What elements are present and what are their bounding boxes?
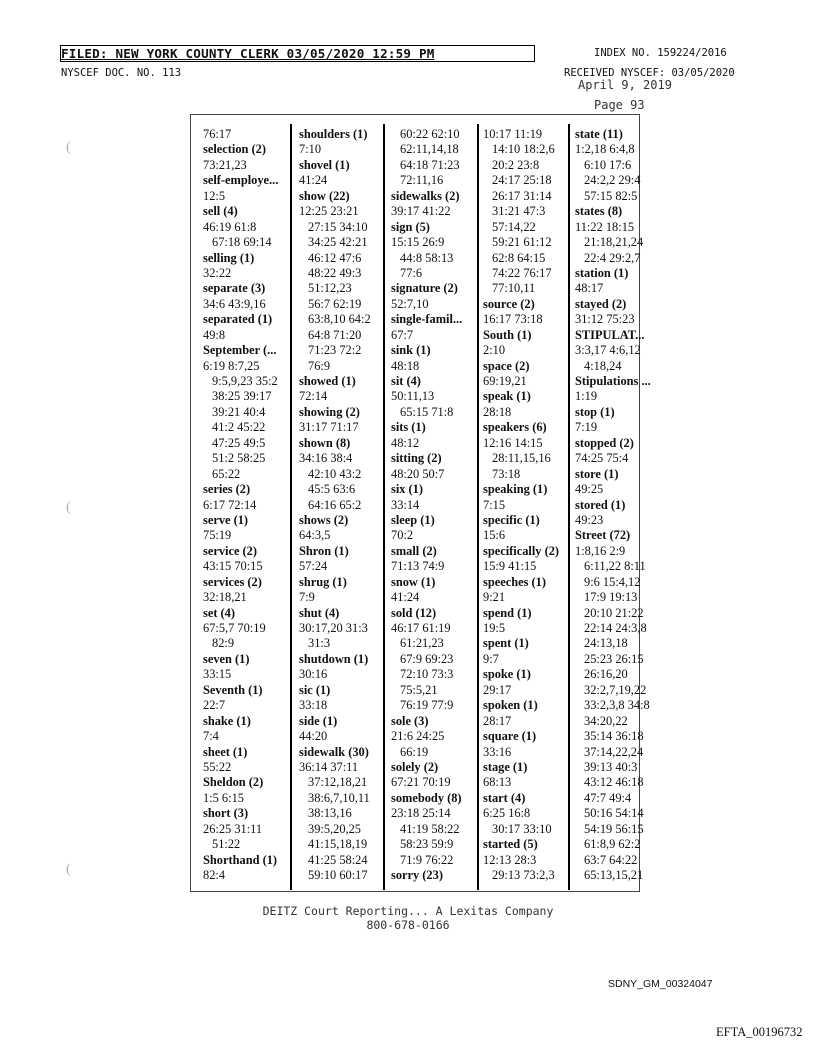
index-reference: 30:16 [299, 667, 328, 682]
index-reference: 41:15,18,19 [308, 837, 368, 852]
index-reference: 66:19 [400, 744, 429, 759]
index-reference: 72:11,16 [400, 173, 444, 188]
index-reference: 20:10 21:22 [584, 605, 644, 620]
index-reference: 71:9 76:22 [400, 852, 454, 867]
index-reference: 50:11,13 [391, 389, 435, 404]
index-reference: 49:23 [575, 512, 604, 527]
index-reference: 62:11,14,18 [400, 142, 459, 157]
index-term: shut (4) [299, 605, 340, 620]
index-reference: 57:24 [299, 559, 328, 574]
index-reference: 24:2,2 29:4 [584, 173, 641, 188]
index-reference: 34:16 38:4 [299, 451, 353, 466]
index-term: seven (1) [203, 651, 250, 666]
index-term: spoken (1) [483, 698, 538, 713]
index-term: source (2) [483, 296, 535, 311]
index-reference: 17:9 19:13 [584, 590, 638, 605]
index-reference: 16:17 73:18 [483, 312, 543, 327]
index-term: shown (8) [299, 435, 351, 450]
index-reference: 2:10 [483, 343, 506, 358]
index-reference: 43:15 70:15 [203, 559, 263, 574]
index-reference: 30:17,20 31:3 [299, 621, 368, 635]
index-reference: 48:20 50:7 [391, 466, 445, 481]
scan-mark: ( [66, 500, 71, 515]
index-reference: 12:16 14:15 [483, 435, 543, 450]
index-term: showed (1) [299, 374, 356, 388]
index-reference: 37:14,22,24 [584, 744, 644, 759]
index-reference: 48:22 49:3 [308, 265, 362, 280]
index-reference: 12:25 23:21 [299, 204, 359, 219]
index-term: sitting (2) [391, 451, 442, 466]
index-reference: 4:18,24 [584, 358, 622, 373]
index-reference: 38:6,7,10,11 [308, 790, 370, 805]
index-reference: 7:10 [299, 142, 322, 157]
index-reference: 6:10 17:6 [584, 157, 632, 172]
index-reference: 73:21,23 [203, 157, 247, 172]
index-term: separate (3) [203, 281, 266, 296]
index-reference: 41:2 45:22 [212, 420, 266, 435]
index-term: start (4) [483, 790, 526, 805]
index-reference: 50:16 54:14 [584, 806, 644, 821]
index-reference: 63:7 64:22 [584, 852, 638, 867]
index-reference: 60:22 62:10 [400, 127, 460, 141]
index-reference: 57:15 82:5 [584, 188, 638, 203]
index-reference: 39:13 40:3 [584, 759, 638, 774]
index-reference: 36:14 37:11 [299, 759, 359, 774]
index-term: service (2) [203, 543, 258, 558]
index-term: sell (4) [203, 204, 238, 219]
nyscef-doc-number: NYSCEF DOC. NO. 113 [61, 67, 182, 79]
index-reference: 6:19 8:7,25 [203, 358, 260, 373]
index-reference: 12:5 [203, 188, 226, 203]
index-reference: 26:25 31:11 [203, 821, 263, 836]
index-term: single-famil... [391, 312, 463, 327]
index-reference: 6:17 72:14 [203, 497, 257, 512]
index-reference: 82:9 [212, 636, 235, 651]
index-term: Street (72) [575, 528, 631, 543]
index-term: sign (5) [391, 219, 430, 234]
index-reference: 75:5,21 [400, 682, 438, 697]
index-reference: 6:11,22 8:11 [584, 559, 646, 574]
transcript-date: April 9, 2019 [578, 78, 672, 92]
index-reference: 67:7 [391, 327, 414, 342]
index-reference: 41:24 [299, 173, 328, 188]
index-reference: 65:15 71:8 [400, 404, 454, 419]
index-reference: 12:13 28:3 [483, 852, 537, 867]
index-reference: 34:6 43:9,16 [203, 296, 266, 311]
index-reference: 82:4 [203, 868, 226, 882]
scan-mark: ( [66, 140, 71, 155]
index-term: space (2) [483, 358, 530, 373]
index-reference: 33:15 [203, 667, 232, 682]
index-term: shake (1) [203, 713, 251, 728]
index-term: somebody (8) [391, 790, 462, 805]
index-term: sidewalks (2) [391, 188, 460, 203]
index-reference: 24:13,18 [584, 636, 628, 651]
index-reference: 61:21,23 [400, 636, 444, 651]
footer-company: DEITZ Court Reporting... A Lexitas Company [262, 904, 554, 918]
index-reference: 26:17 31:14 [492, 188, 552, 203]
index-term: stopped (2) [575, 435, 634, 450]
index-term: stayed (2) [575, 296, 627, 311]
index-term: selection (2) [203, 142, 266, 157]
index-reference: 35:14 36:18 [584, 729, 644, 744]
index-term: shrug (1) [299, 574, 347, 589]
index-term: speaking (1) [483, 482, 548, 497]
index-term: snow (1) [391, 574, 436, 589]
index-reference: 31:3 [308, 636, 331, 651]
index-reference: 46:17 61:19 [391, 621, 451, 635]
index-reference: 28:17 [483, 713, 512, 728]
index-reference: 64:3,5 [299, 528, 331, 543]
index-reference: 1:5 6:15 [203, 790, 244, 805]
index-term: September (... [203, 343, 277, 358]
index-term: sheet (1) [203, 744, 248, 759]
index-reference: 26:16,20 [584, 667, 628, 682]
index-reference: 29:17 [483, 682, 512, 697]
index-reference: 44:8 58:13 [400, 250, 454, 265]
index-reference: 22:14 24:3,8 [584, 621, 647, 635]
index-term: South (1) [483, 327, 532, 342]
index-reference: 37:12,18,21 [308, 775, 368, 790]
index-term: store (1) [575, 466, 619, 481]
index-term: shoulders (1) [299, 127, 368, 141]
index-term: state (11) [575, 127, 623, 141]
index-reference: 58:23 59:9 [400, 837, 454, 852]
index-term: show (22) [299, 188, 350, 203]
index-reference: 77:6 [400, 265, 423, 280]
index-reference: 9:21 [483, 590, 506, 605]
index-term: short (3) [203, 806, 249, 821]
index-reference: 75:19 [203, 528, 232, 543]
index-term: speakers (6) [483, 420, 547, 435]
index-reference: 71:13 74:9 [391, 559, 445, 574]
index-reference: 57:14,22 [492, 219, 536, 234]
index-reference: 15:6 [483, 528, 506, 543]
index-reference: 33:18 [299, 698, 328, 713]
index-reference: 28:18 [483, 404, 512, 419]
index-term: selling (1) [203, 250, 255, 265]
index-reference: 43:12 46:18 [584, 775, 644, 790]
index-reference: 69:19,21 [483, 374, 527, 388]
scan-mark: ( [66, 862, 71, 877]
index-term: spend (1) [483, 605, 532, 620]
index-term: Shron (1) [299, 543, 349, 558]
index-reference: 31:21 47:3 [492, 204, 546, 219]
index-reference: 72:14 [299, 389, 328, 404]
index-reference: 1:8,16 2:9 [575, 543, 626, 558]
filed-banner: FILED: NEW YORK COUNTY CLERK 03/05/2020 12:59 PM [61, 46, 435, 61]
index-term: spent (1) [483, 636, 529, 651]
index-reference: 30:17 33:10 [492, 821, 552, 836]
column-divider [568, 124, 570, 890]
bates-number: SDNY_GM_00324047 [608, 978, 713, 990]
index-term: sole (3) [391, 713, 429, 728]
index-reference: 3:3,17 4:6,12 [575, 343, 641, 358]
footer-phone: 800-678-0166 [366, 918, 450, 932]
index-reference: 45:5 63:6 [308, 482, 356, 497]
index-reference: 39:5,20,25 [308, 821, 362, 836]
index-reference: 73:18 [492, 466, 521, 481]
index-term: stop (1) [575, 404, 615, 419]
index-reference: 49:25 [575, 482, 604, 497]
index-reference: 59:10 60:17 [308, 868, 368, 882]
index-reference: 68:13 [483, 775, 512, 790]
index-reference: 63:8,10 64:2 [308, 312, 371, 327]
index-column-1 [203, 127, 278, 883]
index-term: stored (1) [575, 497, 626, 512]
column-divider [290, 124, 292, 890]
index-term: sold (12) [391, 605, 437, 620]
index-term: speeches (1) [483, 574, 546, 589]
index-reference: 33:14 [391, 497, 420, 512]
index-reference: 46:19 61:8 [203, 219, 257, 234]
column-divider [477, 124, 479, 890]
index-reference: 64:18 71:23 [400, 157, 460, 172]
index-term: specifically (2) [483, 543, 560, 558]
index-reference: 27:15 34:10 [308, 219, 368, 234]
index-reference: 41:19 58:22 [400, 821, 460, 836]
index-reference: 7:15 [483, 497, 506, 512]
index-reference: 47:7 49:4 [584, 790, 632, 805]
index-reference: 10:17 11:19 [483, 127, 543, 141]
index-reference: 44:20 [299, 729, 328, 744]
index-reference: 39:21 40:4 [212, 404, 266, 419]
index-term: Stipulations ... [575, 374, 651, 388]
index-reference: 34:20,22 [584, 713, 628, 728]
index-reference: 51:2 58:25 [212, 451, 266, 466]
index-reference: 51:12,23 [308, 281, 352, 296]
index-term: services (2) [203, 574, 262, 589]
index-reference: 70:2 [391, 528, 414, 543]
index-reference: 64:16 65:2 [308, 497, 362, 512]
index-term: solely (2) [391, 759, 439, 774]
index-reference: 41:24 [391, 590, 420, 605]
index-reference: 1:19 [575, 389, 598, 404]
index-term: showing (2) [299, 404, 360, 419]
index-reference: 56:7 62:19 [308, 296, 362, 311]
index-column-4 [483, 127, 559, 883]
index-reference: 74:22 76:17 [492, 265, 552, 280]
index-reference: 52:7,10 [391, 296, 429, 311]
index-reference: 6:25 16:8 [483, 806, 531, 821]
index-reference: 21:6 24:25 [391, 729, 445, 744]
index-column-3 [391, 127, 462, 883]
index-term: sidewalk (30) [299, 744, 369, 759]
column-divider [383, 124, 385, 890]
index-reference: 32:18,21 [203, 590, 247, 605]
index-term: spoke (1) [483, 667, 531, 682]
index-reference: 21:18,21,24 [584, 235, 644, 250]
index-reference: 7:19 [575, 420, 598, 435]
index-reference: 51:22 [212, 837, 241, 852]
received-date: RECEIVED NYSCEF: 03/05/2020 [564, 67, 735, 79]
index-term: Sheldon (2) [203, 775, 264, 790]
index-reference: 48:17 [575, 281, 604, 296]
index-reference: 7:4 [203, 729, 219, 744]
index-reference: 32:22 [203, 265, 232, 280]
index-reference: 67:5,7 70:19 [203, 621, 266, 635]
index-column-2 [299, 127, 371, 883]
index-reference: 48:18 [391, 358, 420, 373]
index-term: signature (2) [391, 281, 458, 296]
index-reference: 38:25 39:17 [212, 389, 272, 404]
index-reference: 55:22 [203, 759, 232, 774]
page-number: Page 93 [594, 98, 645, 112]
index-term: sleep (1) [391, 512, 435, 527]
index-number: INDEX NO. 159224/2016 [594, 47, 727, 59]
index-term: states (8) [575, 204, 623, 219]
index-reference: 22:7 [203, 698, 226, 713]
index-term: sorry (23) [391, 868, 443, 882]
index-reference: 33:16 [483, 744, 512, 759]
index-reference: 41:25 58:24 [308, 852, 368, 867]
index-reference: 9:7 [483, 651, 499, 666]
index-reference: 7:9 [299, 590, 315, 605]
index-term: six (1) [391, 482, 424, 497]
index-term: STIPULAT... [575, 327, 645, 342]
index-term: speak (1) [483, 389, 531, 404]
index-reference: 9:6 15:4,12 [584, 574, 641, 589]
index-reference: 62:8 64:15 [492, 250, 546, 265]
index-reference: 76:17 [203, 127, 232, 141]
index-reference: 65:22 [212, 466, 241, 481]
index-reference: 67:18 69:14 [212, 235, 272, 250]
index-reference: 24:17 25:18 [492, 173, 552, 188]
index-term: started (5) [483, 837, 538, 852]
index-reference: 59:21 61:12 [492, 235, 552, 250]
index-term: small (2) [391, 543, 437, 558]
index-reference: 20:2 23:8 [492, 157, 540, 172]
index-reference: 19:5 [483, 621, 506, 635]
index-reference: 77:10,11 [492, 281, 536, 296]
index-term: specific (1) [483, 512, 540, 527]
index-term: stage (1) [483, 759, 528, 774]
index-reference: 39:17 41:22 [391, 204, 451, 219]
index-reference: 1:2,18 6:4,8 [575, 142, 635, 157]
index-term: square (1) [483, 729, 537, 744]
index-reference: 48:12 [391, 435, 420, 450]
index-term: shutdown (1) [299, 651, 369, 666]
index-column-5 [575, 127, 651, 883]
index-reference: 11:22 18:15 [575, 219, 635, 234]
index-reference: 33:2,3,8 34:8 [584, 698, 650, 713]
index-reference: 25:23 26:15 [584, 651, 644, 666]
index-reference: 29:13 73:2,3 [492, 868, 555, 882]
index-reference: 49:8 [203, 327, 226, 342]
index-reference: 32:2,7,19,22 [584, 682, 647, 697]
index-reference: 28:11,15,16 [492, 451, 551, 466]
index-term: sits (1) [391, 420, 426, 435]
index-reference: 72:10 73:3 [400, 667, 454, 682]
index-reference: 38:13,16 [308, 806, 352, 821]
index-reference: 67:9 69:23 [400, 651, 454, 666]
index-term: shovel (1) [299, 157, 350, 172]
index-term: sit (4) [391, 374, 421, 388]
index-term: sic (1) [299, 682, 331, 697]
index-term: series (2) [203, 482, 251, 497]
efta-number: EFTA_00196732 [716, 1025, 803, 1039]
index-reference: 47:25 49:5 [212, 435, 266, 450]
index-term: station (1) [575, 265, 629, 280]
index-term: Shorthand (1) [203, 852, 278, 867]
index-reference: 9:5,9,23 35:2 [212, 374, 278, 388]
index-reference: 46:12 47:6 [308, 250, 362, 265]
index-term: set (4) [203, 605, 235, 620]
index-term: Seventh (1) [203, 682, 263, 697]
index-reference: 76:9 [308, 358, 331, 373]
index-reference: 74:25 75:4 [575, 451, 629, 466]
index-term: self-employe... [203, 173, 279, 188]
index-reference: 42:10 43:2 [308, 466, 362, 481]
index-term: shows (2) [299, 512, 349, 527]
index-reference: 31:17 71:17 [299, 420, 359, 435]
index-reference: 61:8,9 62:2 [584, 837, 641, 852]
index-reference: 65:13,15,21 [584, 868, 644, 882]
index-reference: 15:15 26:9 [391, 235, 445, 250]
index-reference: 22:4 29:2,7 [584, 250, 641, 265]
index-reference: 23:18 25:14 [391, 806, 451, 821]
index-reference: 64:8 71:20 [308, 327, 362, 342]
index-reference: 15:9 41:15 [483, 559, 537, 574]
index-reference: 31:12 75:23 [575, 312, 635, 327]
index-reference: 71:23 72:2 [308, 343, 362, 358]
index-reference: 67:21 70:19 [391, 775, 451, 790]
index-reference: 34:25 42:21 [308, 235, 368, 250]
index-term: serve (1) [203, 512, 249, 527]
index-term: sink (1) [391, 343, 431, 358]
index-term: side (1) [299, 713, 338, 728]
index-reference: 14:10 18:2,6 [492, 142, 555, 157]
index-reference: 54:19 56:15 [584, 821, 644, 836]
index-reference: 76:19 77:9 [400, 698, 454, 713]
index-term: separated (1) [203, 312, 273, 327]
